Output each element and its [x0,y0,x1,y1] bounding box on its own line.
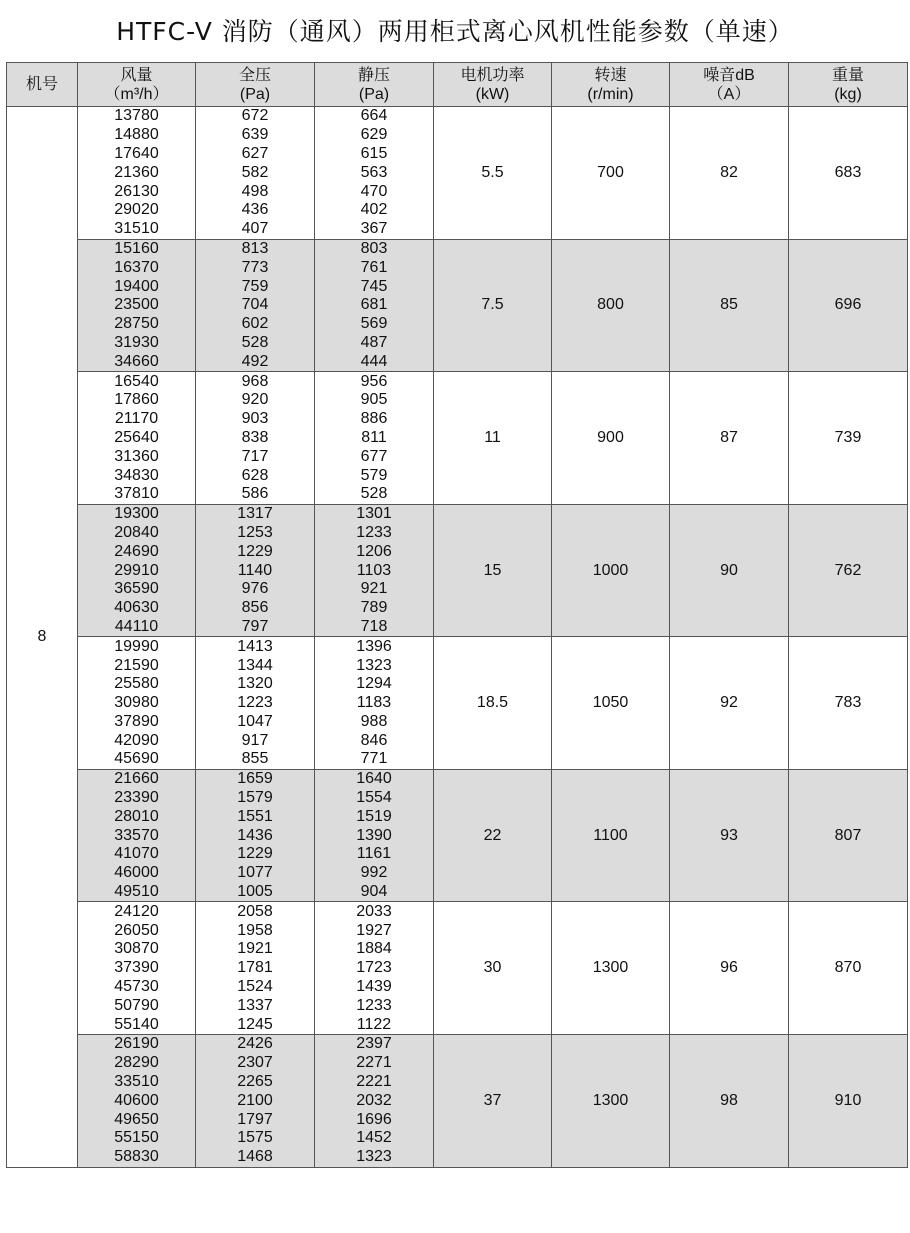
total-pressure-cell: 1253 [196,524,315,543]
airflow-cell: 37810 [78,485,196,504]
total-pressure-cell: 856 [196,599,315,618]
total-pressure-cell: 1659 [196,769,315,788]
airflow-cell: 25640 [78,429,196,448]
static-pressure-cell: 1396 [315,637,434,656]
airflow-cell: 46000 [78,864,196,883]
total-pressure-cell: 855 [196,750,315,769]
airflow-cell: 28750 [78,315,196,334]
airflow-cell: 26130 [78,182,196,201]
total-pressure-cell: 498 [196,182,315,201]
airflow-cell: 13780 [78,107,196,126]
airflow-cell: 45690 [78,750,196,769]
total-pressure-cell: 602 [196,315,315,334]
total-pressure-cell: 1245 [196,1015,315,1034]
weight-cell: 910 [789,1035,908,1168]
table-row [7,902,908,921]
table-row [7,1035,908,1054]
airflow-cell: 24120 [78,902,196,921]
motor-power-cell: 22 [434,769,552,902]
static-pressure-cell: 1554 [315,789,434,808]
header-motor-power: 电机功率 (kW) [434,63,552,107]
static-pressure-cell: 579 [315,466,434,485]
static-pressure-cell: 811 [315,429,434,448]
total-pressure-cell: 704 [196,296,315,315]
weight-cell: 783 [789,637,908,770]
airflow-cell: 55140 [78,1015,196,1034]
total-pressure-cell: 407 [196,220,315,239]
airflow-cell: 44110 [78,618,196,637]
total-pressure-cell: 586 [196,485,315,504]
static-pressure-cell: 1519 [315,807,434,826]
static-pressure-cell: 615 [315,145,434,164]
static-pressure-cell: 718 [315,618,434,637]
motor-power-cell: 37 [434,1035,552,1168]
airflow-cell: 33570 [78,826,196,845]
static-pressure-cell: 1390 [315,826,434,845]
static-pressure-cell: 367 [315,220,434,239]
total-pressure-cell: 2058 [196,902,315,921]
airflow-cell: 40600 [78,1091,196,1110]
total-pressure-cell: 1317 [196,504,315,523]
airflow-cell: 50790 [78,996,196,1015]
static-pressure-cell: 771 [315,750,434,769]
total-pressure-cell: 917 [196,731,315,750]
static-pressure-cell: 569 [315,315,434,334]
airflow-cell: 41070 [78,845,196,864]
airflow-cell: 36590 [78,580,196,599]
weight-cell: 683 [789,107,908,240]
static-pressure-cell: 528 [315,485,434,504]
total-pressure-cell: 717 [196,447,315,466]
total-pressure-cell: 627 [196,145,315,164]
static-pressure-cell: 2032 [315,1091,434,1110]
weight-cell: 739 [789,372,908,505]
static-pressure-cell: 789 [315,599,434,618]
static-pressure-cell: 1439 [315,978,434,997]
airflow-cell: 34830 [78,466,196,485]
noise-cell: 90 [670,504,789,637]
static-pressure-cell: 681 [315,296,434,315]
static-pressure-cell: 2271 [315,1054,434,1073]
airflow-cell: 28290 [78,1054,196,1073]
static-pressure-cell: 1294 [315,675,434,694]
static-pressure-cell: 1323 [315,656,434,675]
airflow-cell: 23390 [78,789,196,808]
weight-cell: 870 [789,902,908,1035]
table-row [7,637,908,656]
total-pressure-cell: 1921 [196,940,315,959]
static-pressure-cell: 1696 [315,1110,434,1129]
airflow-cell: 19990 [78,637,196,656]
airflow-cell: 33510 [78,1073,196,1092]
static-pressure-cell: 444 [315,352,434,371]
airflow-cell: 17860 [78,391,196,410]
header-noise: 噪音dB （A） [670,63,789,107]
speed-cell: 1300 [552,902,670,1035]
airflow-cell: 24690 [78,542,196,561]
total-pressure-cell: 920 [196,391,315,410]
static-pressure-cell: 1927 [315,921,434,940]
static-pressure-cell: 2033 [315,902,434,921]
header-row [7,63,908,107]
airflow-cell: 30980 [78,694,196,713]
static-pressure-cell: 921 [315,580,434,599]
static-pressure-cell: 664 [315,107,434,126]
noise-cell: 98 [670,1035,789,1168]
header-model: 机号 [7,63,78,107]
static-pressure-cell: 2397 [315,1035,434,1054]
airflow-cell: 21360 [78,163,196,182]
total-pressure-cell: 838 [196,429,315,448]
total-pressure-cell: 1436 [196,826,315,845]
static-pressure-cell: 1301 [315,504,434,523]
total-pressure-cell: 672 [196,107,315,126]
total-pressure-cell: 773 [196,258,315,277]
static-pressure-cell: 1183 [315,694,434,713]
static-pressure-cell: 905 [315,391,434,410]
static-pressure-cell: 846 [315,731,434,750]
page-title: HTFC-V 消防（通风）两用柜式离心风机性能参数（单速） [116,17,794,46]
airflow-cell: 40630 [78,599,196,618]
airflow-cell: 16540 [78,372,196,391]
speed-cell: 900 [552,372,670,505]
airflow-cell: 19400 [78,277,196,296]
airflow-cell: 49650 [78,1110,196,1129]
total-pressure-cell: 2100 [196,1091,315,1110]
header-weight: 重量 (kg) [789,63,908,107]
total-pressure-cell: 1781 [196,959,315,978]
noise-cell: 82 [670,107,789,240]
speed-cell: 1300 [552,1035,670,1168]
airflow-cell: 26050 [78,921,196,940]
total-pressure-cell: 903 [196,410,315,429]
weight-cell: 696 [789,239,908,372]
table-body [7,107,908,1168]
static-pressure-cell: 745 [315,277,434,296]
static-pressure-cell: 1122 [315,1015,434,1034]
header-airflow: 风量 （m³/h） [78,63,196,107]
table-row [7,504,908,523]
total-pressure-cell: 1575 [196,1129,315,1148]
static-pressure-cell: 1233 [315,996,434,1015]
noise-cell: 93 [670,769,789,902]
total-pressure-cell: 1140 [196,561,315,580]
total-pressure-cell: 968 [196,372,315,391]
motor-power-cell: 5.5 [434,107,552,240]
table-row [7,769,908,788]
airflow-cell: 21170 [78,410,196,429]
static-pressure-cell: 992 [315,864,434,883]
total-pressure-cell: 1229 [196,845,315,864]
airflow-cell: 29020 [78,201,196,220]
header-total-pressure: 全压 (Pa) [196,63,315,107]
model-number-cell: 8 [7,107,78,1168]
total-pressure-cell: 1524 [196,978,315,997]
header-speed: 转速 (r/min) [552,63,670,107]
airflow-cell: 20840 [78,524,196,543]
total-pressure-cell: 1413 [196,637,315,656]
airflow-cell: 17640 [78,145,196,164]
static-pressure-cell: 886 [315,410,434,429]
airflow-cell: 49510 [78,883,196,902]
airflow-cell: 31360 [78,447,196,466]
airflow-cell: 29910 [78,561,196,580]
static-pressure-cell: 904 [315,883,434,902]
total-pressure-cell: 1344 [196,656,315,675]
total-pressure-cell: 1005 [196,883,315,902]
airflow-cell: 55150 [78,1129,196,1148]
table-row [7,107,908,126]
total-pressure-cell: 2307 [196,1054,315,1073]
airflow-cell: 31510 [78,220,196,239]
total-pressure-cell: 1320 [196,675,315,694]
total-pressure-cell: 2265 [196,1073,315,1092]
static-pressure-cell: 1723 [315,959,434,978]
total-pressure-cell: 1337 [196,996,315,1015]
noise-cell: 87 [670,372,789,505]
speed-cell: 700 [552,107,670,240]
total-pressure-cell: 797 [196,618,315,637]
static-pressure-cell: 677 [315,447,434,466]
static-pressure-cell: 803 [315,239,434,258]
speed-cell: 1000 [552,504,670,637]
total-pressure-cell: 1958 [196,921,315,940]
airflow-cell: 28010 [78,807,196,826]
total-pressure-cell: 1229 [196,542,315,561]
table-row [7,239,908,258]
static-pressure-cell: 1103 [315,561,434,580]
static-pressure-cell: 1640 [315,769,434,788]
speed-cell: 1100 [552,769,670,902]
motor-power-cell: 15 [434,504,552,637]
motor-power-cell: 30 [434,902,552,1035]
static-pressure-cell: 1161 [315,845,434,864]
speed-cell: 1050 [552,637,670,770]
total-pressure-cell: 759 [196,277,315,296]
airflow-cell: 45730 [78,978,196,997]
airflow-cell: 21660 [78,769,196,788]
total-pressure-cell: 813 [196,239,315,258]
table-row [7,372,908,391]
total-pressure-cell: 1223 [196,694,315,713]
motor-power-cell: 7.5 [434,239,552,372]
airflow-cell: 21590 [78,656,196,675]
airflow-cell: 31930 [78,334,196,353]
static-pressure-cell: 629 [315,126,434,145]
weight-cell: 762 [789,504,908,637]
airflow-cell: 14880 [78,126,196,145]
total-pressure-cell: 1468 [196,1148,315,1167]
static-pressure-cell: 1323 [315,1148,434,1167]
airflow-cell: 23500 [78,296,196,315]
total-pressure-cell: 582 [196,163,315,182]
static-pressure-cell: 563 [315,163,434,182]
total-pressure-cell: 628 [196,466,315,485]
total-pressure-cell: 976 [196,580,315,599]
airflow-cell: 58830 [78,1148,196,1167]
header-static-pressure: 静压 (Pa) [315,63,434,107]
static-pressure-cell: 1233 [315,524,434,543]
airflow-cell: 19300 [78,504,196,523]
static-pressure-cell: 1452 [315,1129,434,1148]
noise-cell: 92 [670,637,789,770]
airflow-cell: 30870 [78,940,196,959]
airflow-cell: 26190 [78,1035,196,1054]
noise-cell: 96 [670,902,789,1035]
airflow-cell: 42090 [78,731,196,750]
total-pressure-cell: 639 [196,126,315,145]
static-pressure-cell: 1884 [315,940,434,959]
total-pressure-cell: 1551 [196,807,315,826]
motor-power-cell: 11 [434,372,552,505]
static-pressure-cell: 470 [315,182,434,201]
airflow-cell: 37890 [78,713,196,732]
static-pressure-cell: 1206 [315,542,434,561]
total-pressure-cell: 492 [196,352,315,371]
motor-power-cell: 18.5 [434,637,552,770]
total-pressure-cell: 2426 [196,1035,315,1054]
total-pressure-cell: 1047 [196,713,315,732]
total-pressure-cell: 436 [196,201,315,220]
static-pressure-cell: 988 [315,713,434,732]
airflow-cell: 16370 [78,258,196,277]
static-pressure-cell: 761 [315,258,434,277]
static-pressure-cell: 2221 [315,1073,434,1092]
airflow-cell: 34660 [78,352,196,371]
noise-cell: 85 [670,239,789,372]
airflow-cell: 25580 [78,675,196,694]
speed-cell: 800 [552,239,670,372]
airflow-cell: 15160 [78,239,196,258]
static-pressure-cell: 956 [315,372,434,391]
total-pressure-cell: 1077 [196,864,315,883]
airflow-cell: 37390 [78,959,196,978]
total-pressure-cell: 1579 [196,789,315,808]
weight-cell: 807 [789,769,908,902]
total-pressure-cell: 528 [196,334,315,353]
fan-performance-table [6,62,908,1168]
total-pressure-cell: 1797 [196,1110,315,1129]
static-pressure-cell: 402 [315,201,434,220]
static-pressure-cell: 487 [315,334,434,353]
